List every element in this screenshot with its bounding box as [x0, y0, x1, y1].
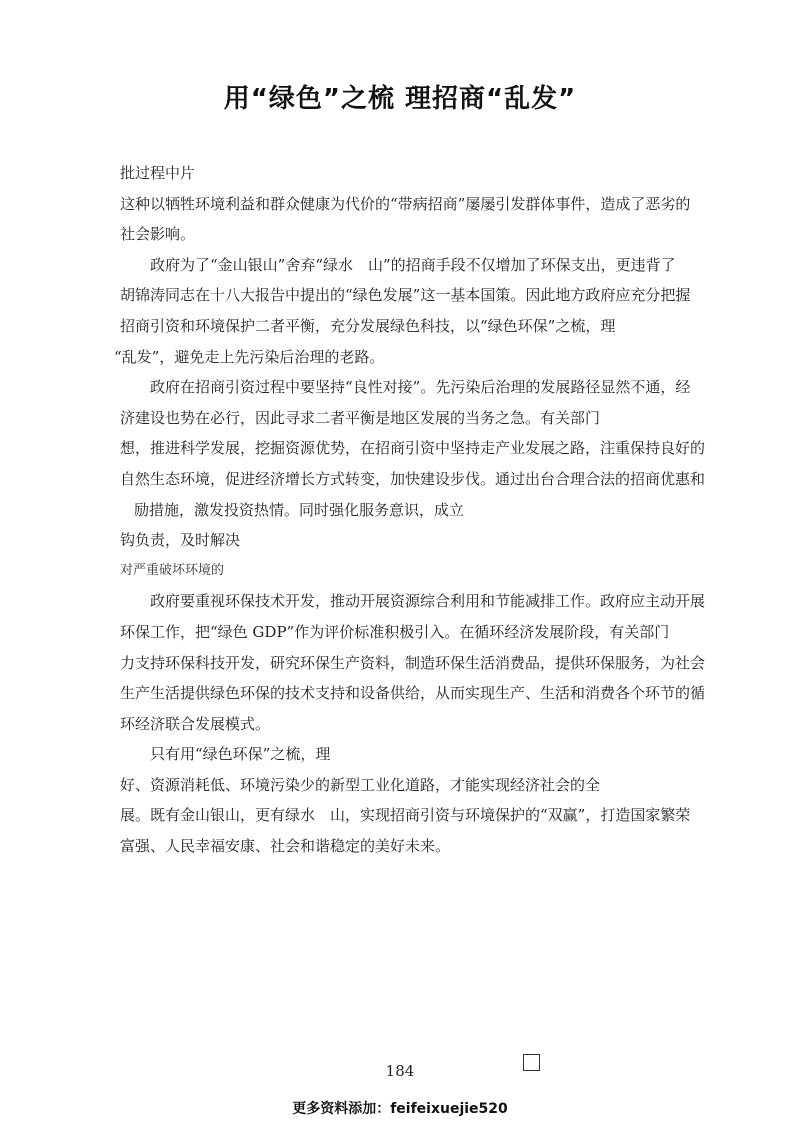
- body-line: “乱发”，避免走上先污染后治理的老路。: [114, 347, 385, 366]
- body-line: 环保工作，把“绿色 GDP”作为评价标准积极引入。在循环经济发展阶段，有关部门: [120, 622, 670, 641]
- body-line: 只有用“绿色环保”之梳，理: [150, 745, 331, 764]
- body-line: 生产生活提供绿色环保的技术支持和设备供给，从而实现生产、生活和消费各个环节的循: [120, 684, 706, 703]
- body-line: 想，推进科学发展，挖掘资源优势，在招商引资中坚持走产业发展之路，注重保持良好的: [120, 439, 706, 458]
- body-line: 钩负责，及时解决: [120, 531, 241, 550]
- body-line: 社会影响。: [120, 225, 196, 244]
- page-number: 184: [385, 1062, 415, 1080]
- body-line: 招商引资和环境保护二者平衡，充分发展绿色科技，以“绿色环保”之梳，理: [120, 316, 616, 335]
- body-line: 政府为了“金山银山”舍弃“绿水 山”的招商手段不仅增加了环保支出，更违背了: [150, 255, 676, 274]
- body-line: 环经济联合发展模式。: [120, 714, 271, 733]
- document-body: [114, 158, 706, 862]
- empty-checkbox-icon: [523, 1054, 540, 1071]
- body-line: 力支持环保科技开发，研究环保生产资料，制造环保生活消费品，提供环保服务，为社会: [120, 653, 706, 672]
- body-line: 自然生态环境，促进经济增长方式转变，加快建设步伐。通过出台合理合法的招商优惠和: [120, 469, 706, 488]
- body-line: 励措施，激发投资热情。同时强化服务意识，成立: [134, 500, 465, 519]
- body-line: 对严重破坏环境的: [120, 562, 225, 578]
- body-line: 济建设也势在必行，因此寻求二者平衡是地区发展的当务之急。有关部门: [120, 408, 601, 427]
- footer-note: 更多资料添加：feifeixuejie520: [292, 1101, 508, 1117]
- body-line: 政府在招商引资过程中要坚持“良性对接”。先污染后治理的发展路径显然不通，经: [150, 378, 691, 397]
- body-line: 展。既有金山银山，更有绿水 山，实现招商引资与环境保护的“双赢”，打造国家繁荣: [120, 806, 691, 825]
- body-line: 这种以牺牲环境利益和群众健康为代价的“带病招商”屡屡引发群体事件，造成了恶劣的: [120, 194, 691, 213]
- body-line: 政府要重视环保技术开发，推动开展资源综合利用和节能减排工作。政府应主动开展: [150, 592, 706, 611]
- document-title: 用“绿色”之梳 理招商“乱发”: [223, 84, 577, 114]
- body-line: 好、资源消耗低、环境污染少的新型工业化道路，才能实现经济社会的全: [120, 775, 601, 794]
- body-line: 胡锦涛同志在十八大报告中提出的“绿色发展”这一基本国策。因此地方政府应充分把握: [120, 286, 691, 305]
- body-line: 批过程中片: [120, 164, 196, 182]
- body-line: 富强、人民幸福安康、社会和谐稳定的美好未来。: [120, 837, 451, 856]
